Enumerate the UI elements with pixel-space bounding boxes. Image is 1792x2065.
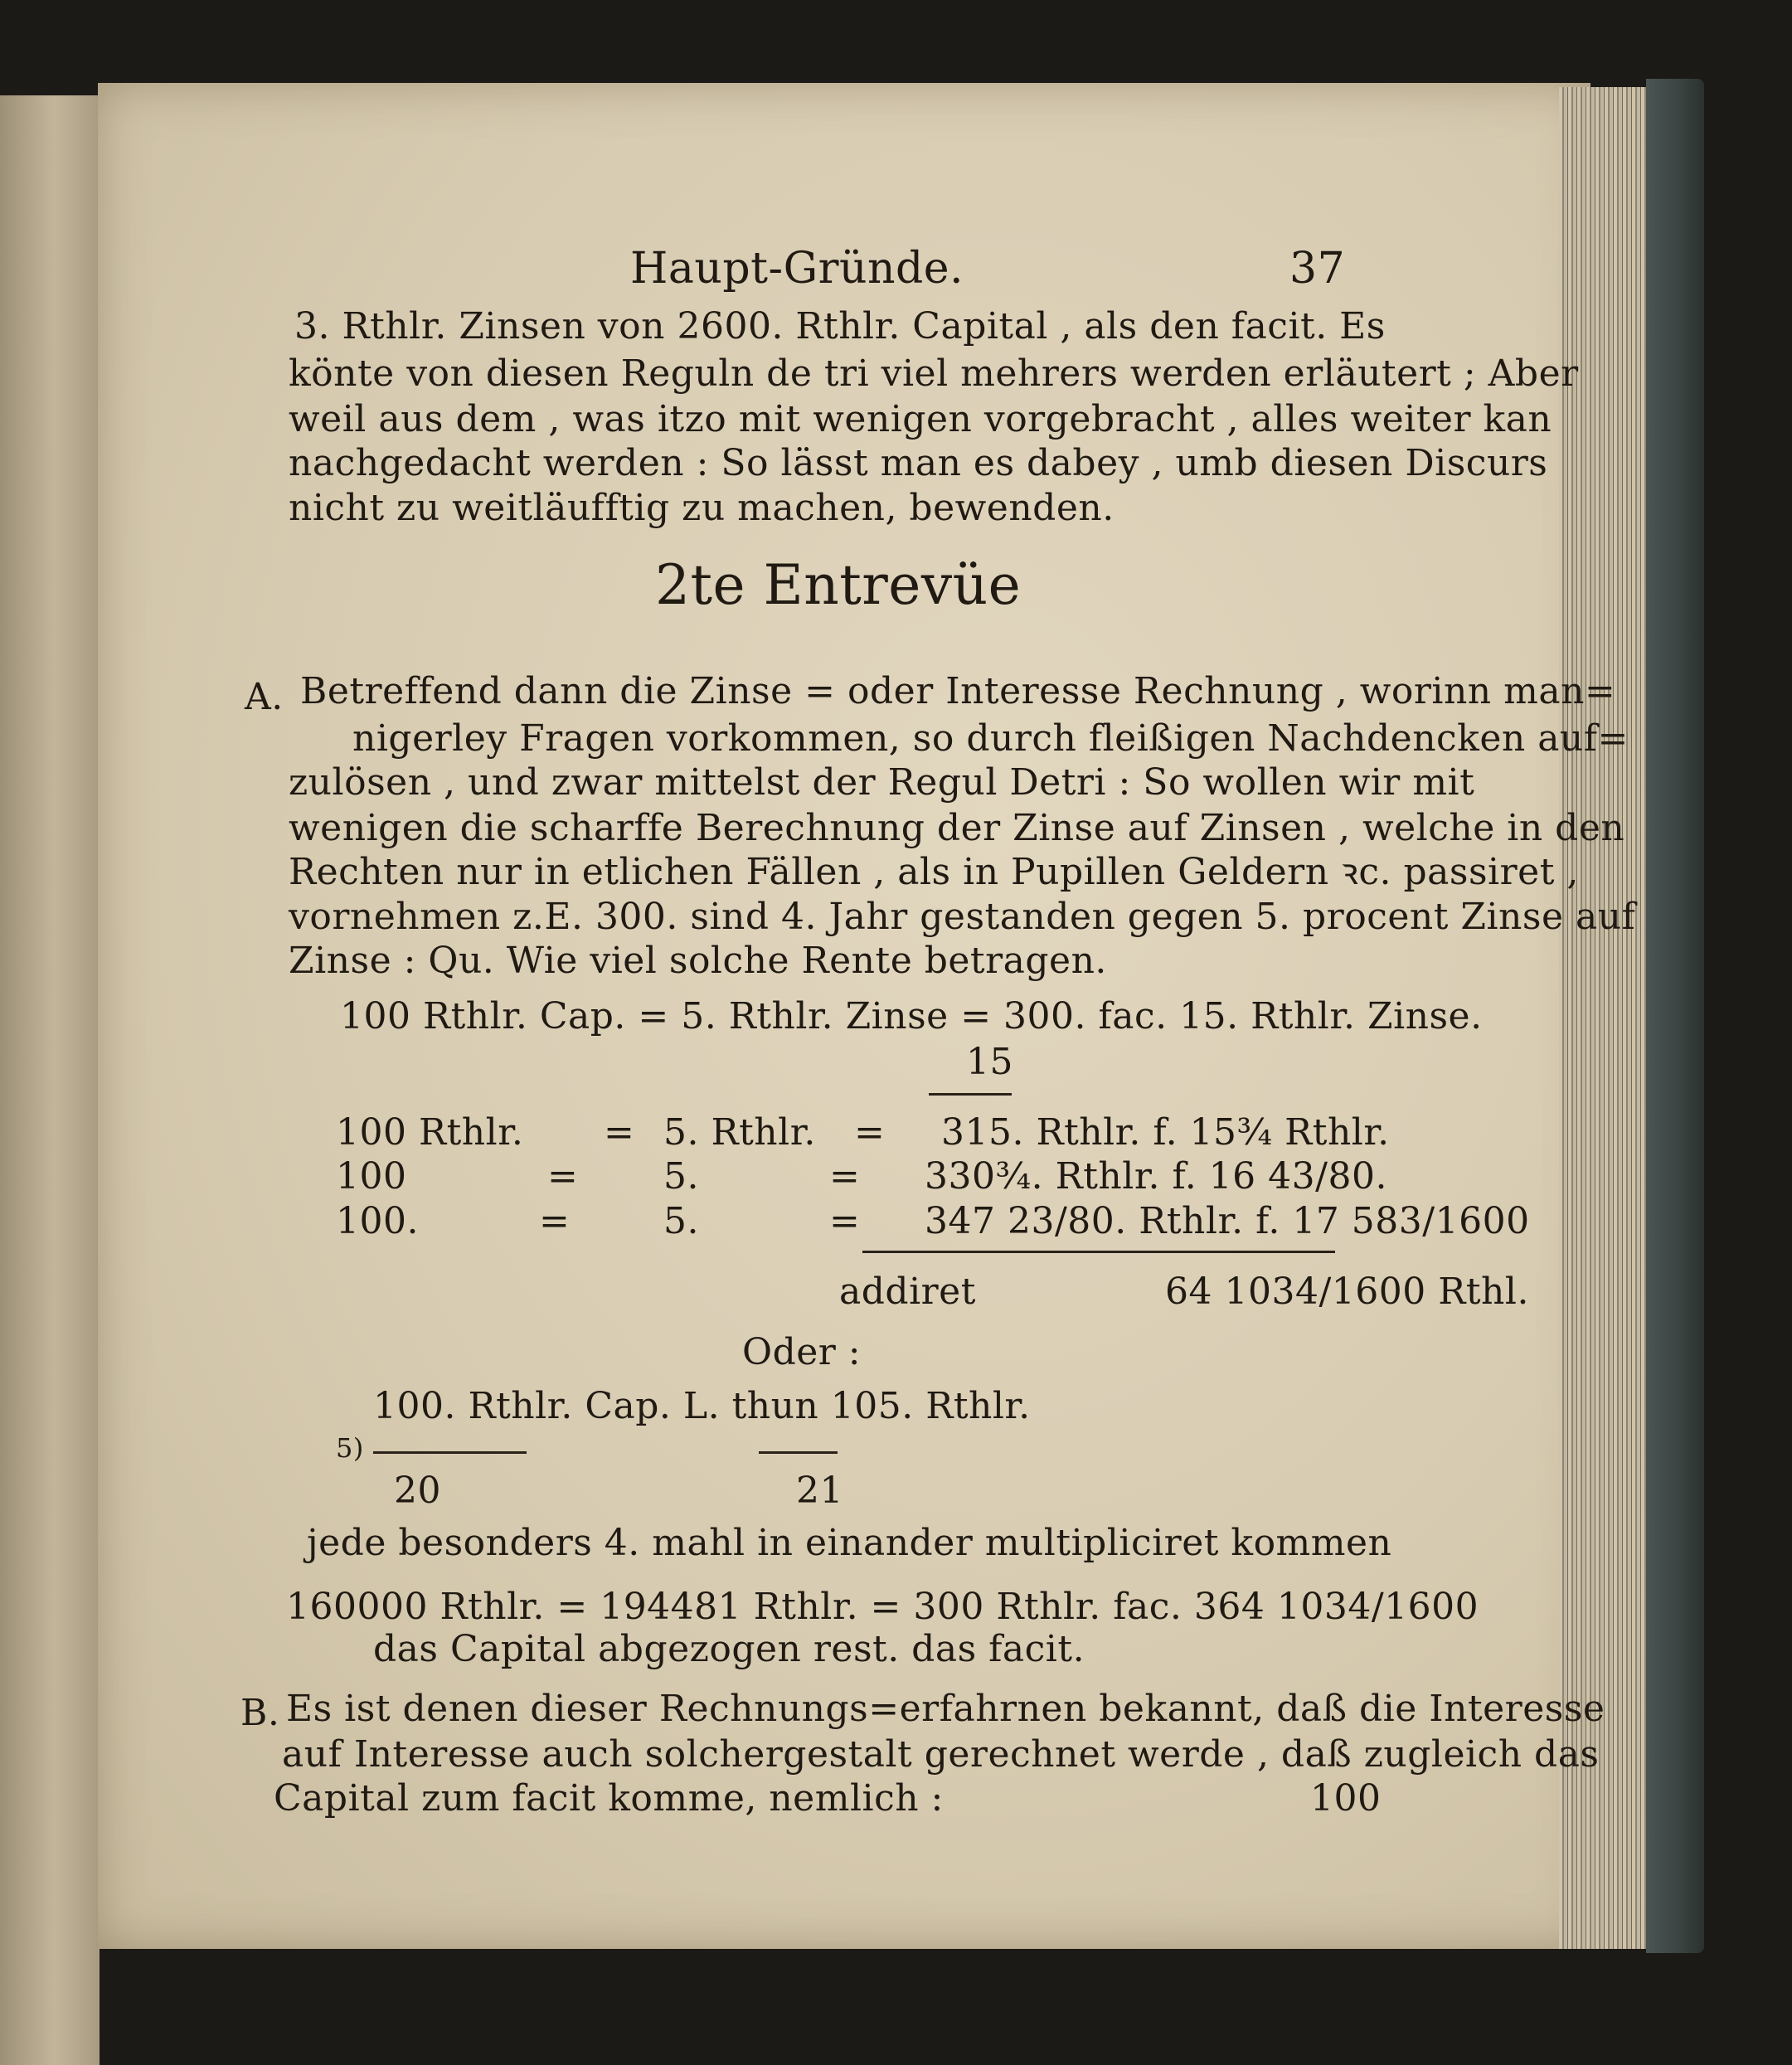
calc-rule-left (373, 1451, 527, 1454)
calc-row-col-c: 5. (663, 1200, 699, 1242)
book-cover-edge (1646, 79, 1704, 1953)
calc-row-col-a: 100 Rthlr. (336, 1111, 524, 1154)
calc-line: 100 Rthlr. Cap. = 5. Rthlr. Zinse = 300. fac. 15. Rthlr. Zinse. (340, 995, 1483, 1037)
text-line: weil aus dem , was itzo mit wenigen vorgebracht , alles weiter kan (289, 398, 1552, 440)
calc-rule (929, 1093, 1012, 1096)
sum-label: addiret (839, 1271, 976, 1313)
sum-value: 64 1034/1600 Rthl. (1165, 1271, 1529, 1313)
calc-line: 100. Rthlr. Cap. L. thun 105. Rthlr. (373, 1385, 1031, 1427)
calc-subvalue: 15 (966, 1041, 1013, 1083)
calc-result-note: das Capital abgezogen rest. das facit. (373, 1628, 1085, 1670)
calc-row-col-b: = (539, 1200, 571, 1242)
running-header: Haupt-Gründe. (630, 244, 964, 294)
text-line: könte von diesen Reguln de tri viel mehrers werden erläutert ; Aber (289, 352, 1579, 395)
text-line: Capital zum facit komme, nemlich : (274, 1777, 944, 1820)
calc-row-col-a: 100. (336, 1200, 419, 1242)
facing-page-edge (0, 95, 100, 2065)
calc-note: jede besonders 4. mahl in einander multipliciret kommen (307, 1522, 1392, 1564)
paragraph-marker-b: B. (240, 1692, 280, 1734)
calc-prefix: 5) (336, 1432, 364, 1464)
calc-rule-right (759, 1451, 838, 1454)
text-line: wenigen die scharffe Berechnung der Zinse auf Zinsen , welche in den (289, 807, 1625, 849)
calc-row-col-d: = (829, 1200, 861, 1242)
text-line: nicht zu weitläufftig zu machen, bewenden. (289, 487, 1115, 529)
calc-row-col-b: = (547, 1155, 579, 1198)
calc-row-col-b: = (604, 1111, 635, 1154)
page-number: 37 (1289, 244, 1346, 294)
sum-rule (862, 1251, 1335, 1253)
text-line: auf Interesse auch solchergestalt gerechnet werde , daß zugleich das (282, 1733, 1600, 1776)
calc-row-col-e: 330¾. Rthlr. f. 16 43/80. (925, 1155, 1387, 1198)
catchword: 100 (1310, 1777, 1382, 1820)
text-line: zulösen , und zwar mittelst der Regul Detri : So wollen wir mit (289, 761, 1475, 804)
calc-row-col-e: 315. Rthlr. f. 15¾ Rthlr. (941, 1111, 1390, 1154)
text-line: Zinse : Qu. Wie viel solche Rente betragen. (289, 940, 1107, 982)
paragraph-marker-a: A. (245, 676, 284, 718)
text-line: 3. Rthlr. Zinsen von 2600. Rthlr. Capital , als den facit. Es (294, 305, 1386, 347)
text-line: nigerley Fragen vorkommen, so durch fleißigen Nachdencken auf= (352, 717, 1629, 760)
calc-row-col-d: = (829, 1155, 861, 1198)
text-line: Es ist denen dieser Rechnungs=erfahrnen bekannt, daß die Interesse (286, 1688, 1605, 1730)
text-line: vornehmen z.E. 300. sind 4. Jahr gestanden gegen 5. procent Zinse auf (289, 896, 1636, 938)
calc-row-col-d: = (854, 1111, 886, 1154)
calc-row-col-c: 5. (663, 1155, 699, 1198)
calc-left-under: 20 (394, 1470, 441, 1512)
oder-heading: Oder : (742, 1331, 862, 1373)
calc-row-col-a: 100 (336, 1155, 407, 1198)
text-line: Betreffend dann die Zinse = oder Interesse Rechnung , worinn man= (300, 670, 1616, 712)
calc-row-col-e: 347 23/80. Rthlr. f. 17 583/1600 (925, 1200, 1530, 1242)
text-line: nachgedacht werden : So lässt man es dabey , umb diesen Discurs (289, 442, 1548, 484)
text-line: Rechten nur in etlichen Fällen , als in Pupillen Geldern ꝛc. passiret , (289, 851, 1579, 893)
section-title: 2te Entrevüe (655, 553, 1022, 617)
calc-right-under: 21 (796, 1470, 843, 1512)
calc-row-col-c: 5. Rthlr. (663, 1111, 816, 1154)
calc-result: 160000 Rthlr. = 194481 Rthlr. = 300 Rthlr. fac. 364 1034/1600 (286, 1586, 1479, 1628)
